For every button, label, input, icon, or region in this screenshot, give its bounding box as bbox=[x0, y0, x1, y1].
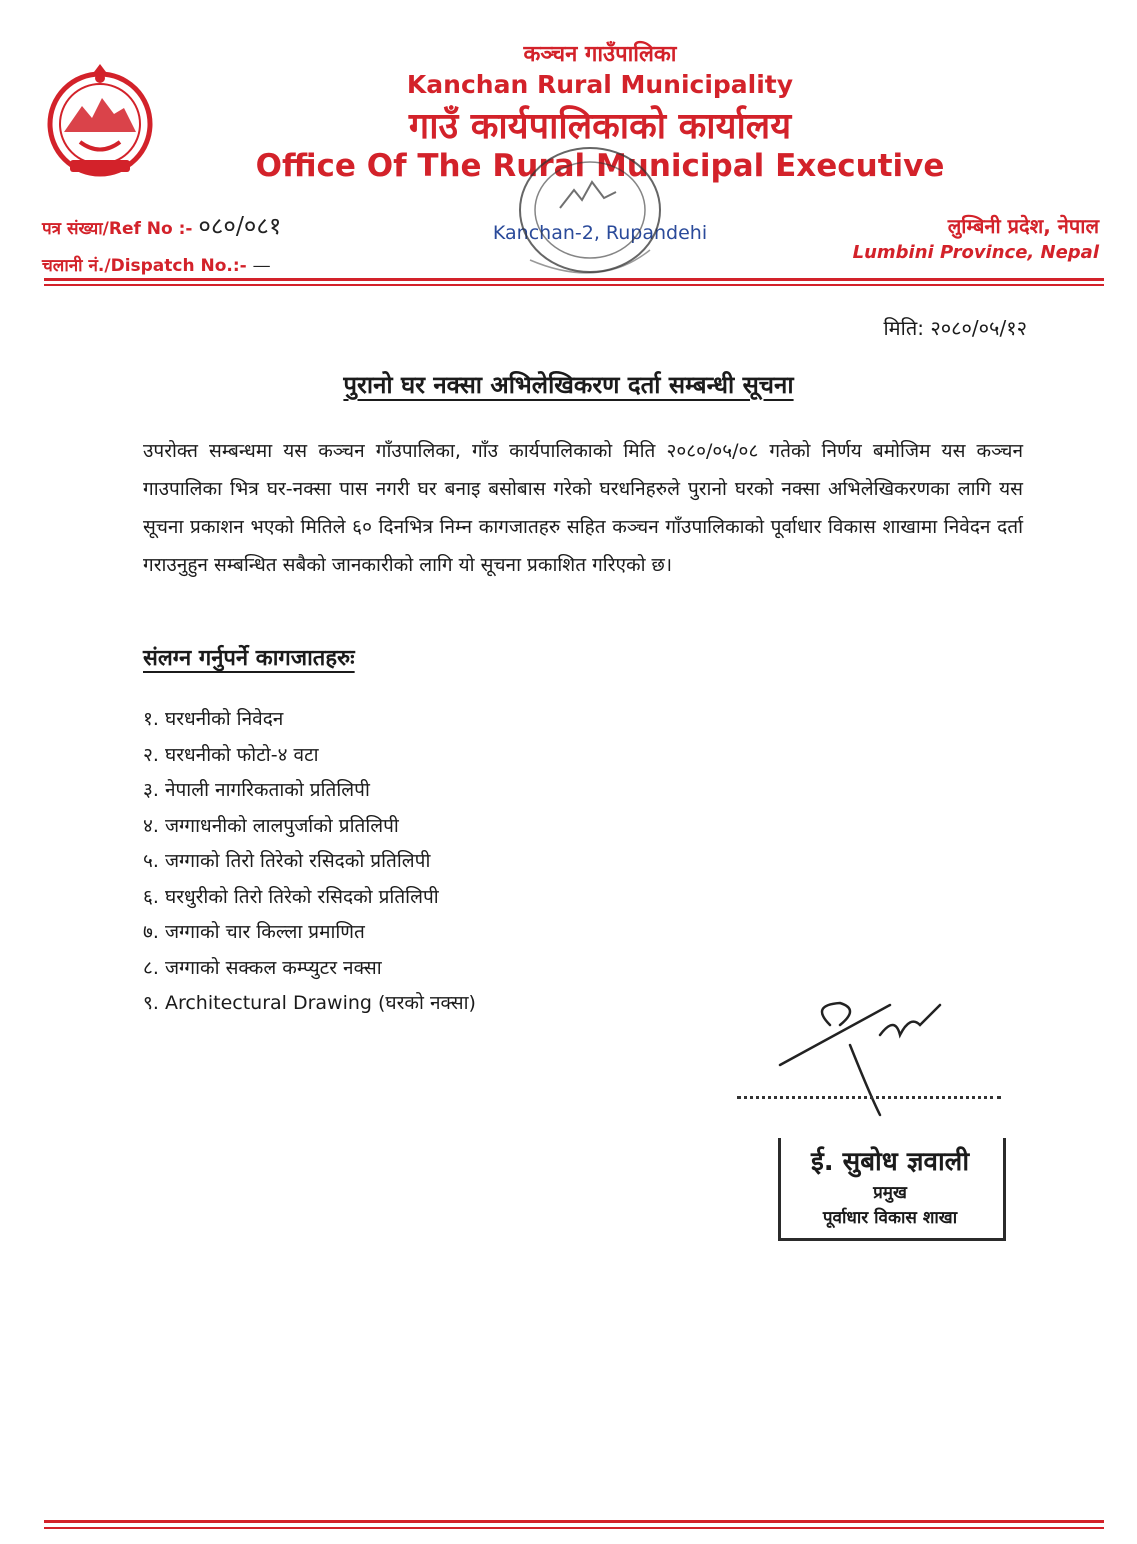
office-location: Kanchan-2, Rupandehi bbox=[492, 222, 708, 244]
office-name-np: गाउँ कार्यपालिकाको कार्यालय bbox=[408, 106, 792, 147]
municipality-name-en: Kanchan Rural Municipality bbox=[406, 70, 794, 99]
signatory-name: ई. सुबोध ज्ञवाली bbox=[810, 1147, 970, 1177]
ref-label: पत्र संख्या/Ref No :- bbox=[42, 219, 193, 239]
notice-date: मिति: २०८०/०५/१२ bbox=[883, 316, 1027, 340]
header-divider bbox=[44, 278, 1104, 281]
signature-line bbox=[737, 1096, 1001, 1099]
list-item: ९. Architectural Drawing (घरको नक्सा) bbox=[143, 992, 476, 1014]
signatory-title: प्रमुख bbox=[873, 1183, 907, 1203]
attachments-list bbox=[143, 702, 476, 1022]
list-item: ५. जग्गाको तिरो तिरेको रसिदको प्रतिलिपी bbox=[143, 850, 431, 872]
signatory-department: पूर्वाधार विकास शाखा bbox=[822, 1208, 958, 1228]
list-item: ६. घरधुरीको तिरो तिरेको रसिदको प्रतिलिपी bbox=[143, 885, 439, 908]
list-item: ७. जग्गाको चार किल्ला प्रमाणित bbox=[143, 921, 365, 943]
dispatch-value: — bbox=[252, 255, 271, 276]
notice-title bbox=[0, 368, 1137, 401]
attachments-heading: संलग्न गर्नुपर्ने कागजातहरुः bbox=[143, 646, 355, 671]
footer-divider-thin bbox=[44, 1527, 1104, 1529]
footer-divider bbox=[44, 1520, 1104, 1523]
office-name-en: Office Of The Rural Municipal Executive bbox=[255, 148, 945, 184]
list-item: २. घरधनीको फोटो-४ वटा bbox=[143, 743, 319, 766]
list-item: ३. नेपाली नागरिकताको प्रतिलिपी bbox=[143, 779, 370, 801]
province-en: Lumbini Province, Nepal bbox=[852, 242, 1099, 263]
municipality-name-np: कञ्चन गाउँपालिका bbox=[523, 42, 677, 67]
office-seal-stamp bbox=[490, 130, 720, 310]
handwritten-signature bbox=[770, 985, 970, 1125]
dispatch-label: चलानी नं./Dispatch No.:- bbox=[42, 256, 247, 276]
nepal-emblem-icon bbox=[40, 62, 160, 182]
ref-number-row bbox=[42, 209, 281, 242]
province-np: लुम्बिनी प्रदेश, नेपाल bbox=[947, 214, 1099, 238]
dispatch-number-row bbox=[42, 253, 271, 276]
list-item: ४. जग्गाधनीको लालपुर्जाको प्रतिलिपी bbox=[143, 814, 399, 837]
header-divider-thin bbox=[44, 284, 1104, 286]
notice-title-text: पुरानो घर नक्सा अभिलेखिकरण दर्ता सम्बन्धी सूचना bbox=[343, 371, 794, 399]
list-item: ८. जग्गाको सक्कल कम्प्युटर नक्सा bbox=[143, 956, 382, 979]
ref-value: ०८०/०८१ bbox=[198, 212, 282, 240]
notice-body: उपरोक्त सम्बन्धमा यस कञ्चन गाँउपालिका, गाँउ कार्यपालिकाको मिति २०८०/०५/०८ गतेको निर्णय बमोजिम यस कञ्चन गाउपालिका भित्र घर-नक्सा पास नगरी घर बनाइ बसोबास गरेको घरधनिहरुले पुरानो घरको नक्सा अभिलेखिकरणका लागि यस सूचना प्रकाशन भएको मितिले ६० दिनभित्र निम्न कागजातहरु सहित कञ्चन गाँउपालिकाको पूर्वाधार विकास शाखामा निवेदन दर्ता गराउनुहुन सम्बन्धित सबैको जानकारीको लागि यो सूचना प्रकाशित गरिएको छ। bbox=[143, 440, 1023, 576]
list-item: १. घरधनीको निवेदन bbox=[143, 708, 284, 730]
